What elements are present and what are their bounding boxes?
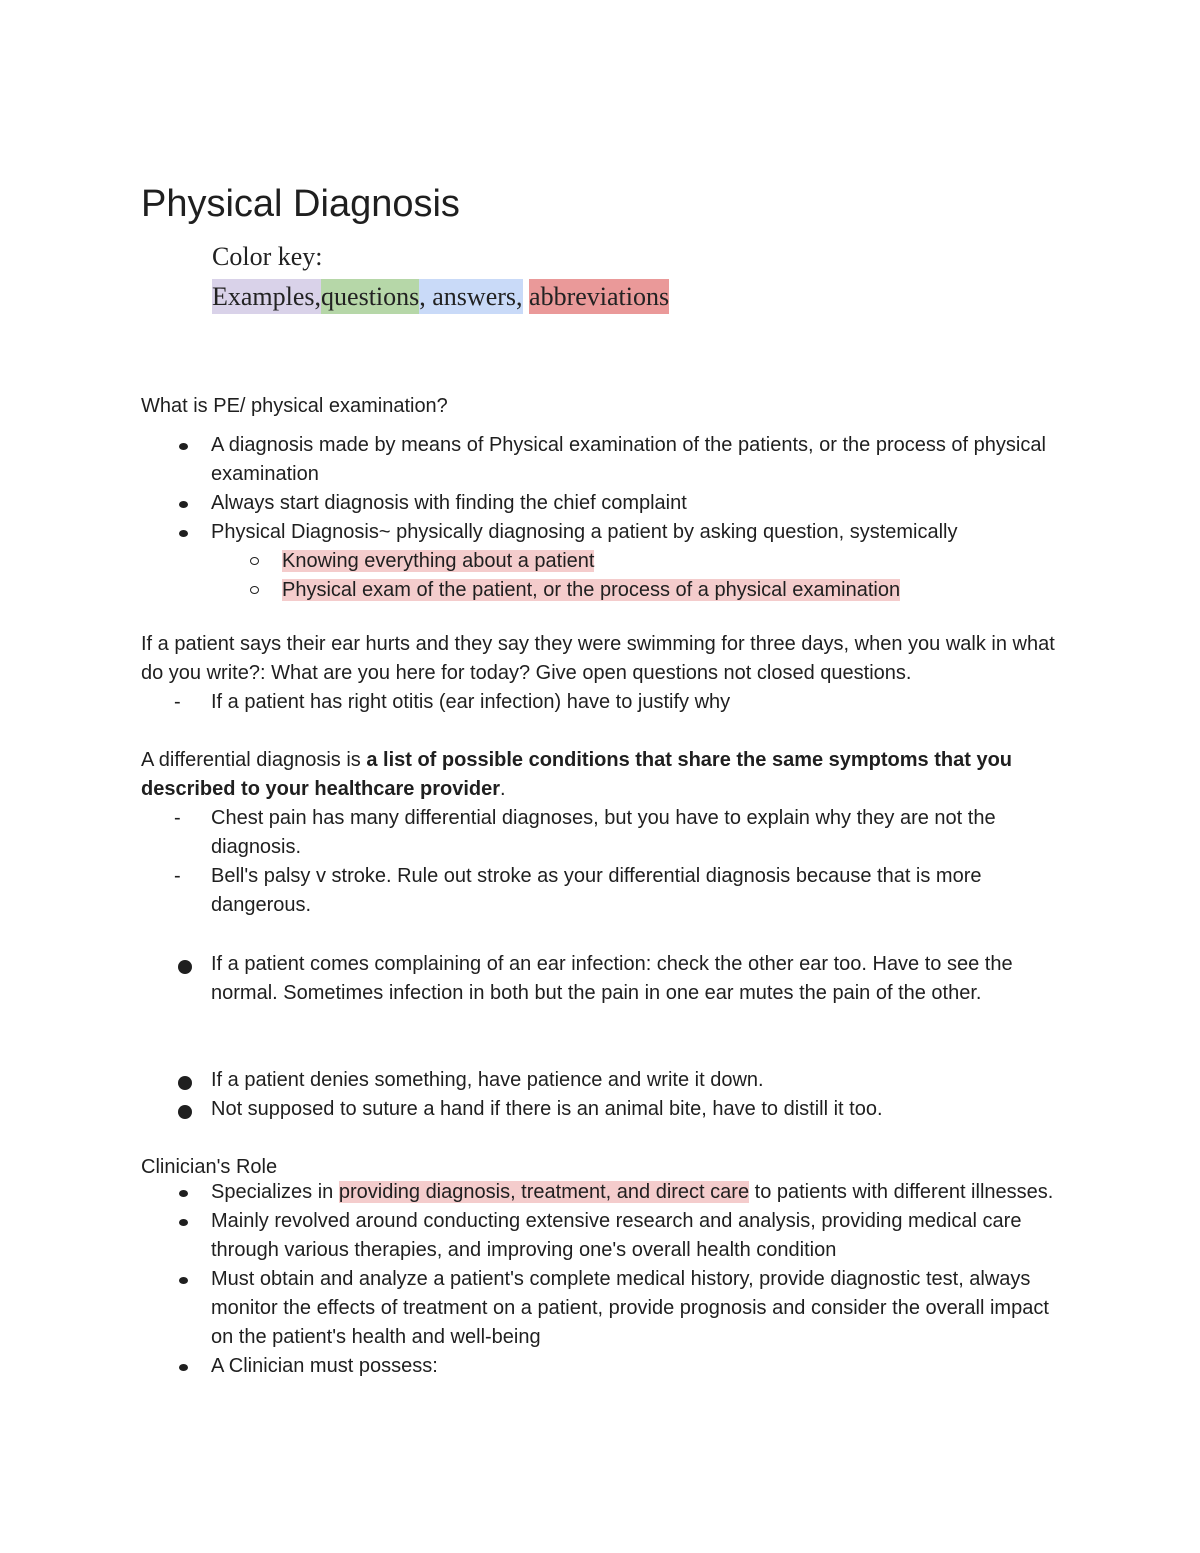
list-item: A Clinician must possess: [141, 1352, 1061, 1381]
color-key-label: Color key: [212, 242, 323, 271]
list-item: - Chest pain has many differential diagnoses, but you have to explain why they are not the diagnosis. [141, 804, 1061, 862]
list-item: If a patient comes complaining of an ear infection: check the other ear too. Have to see the normal. Sometimes infection in both but the pain in one ear mutes the pain of the other. [141, 950, 1061, 1008]
highlight-abbreviation: Physical exam of the patient, or the process of a physical examination [282, 579, 901, 601]
color-key-abbreviations: abbreviations [529, 279, 669, 314]
list-item: Must obtain and analyze a patient's complete medical history, provide diagnostic test, always monitor the effects of treatment on a patient, provide prognosis and consider the overall impact on the patient's health and well-being [141, 1265, 1061, 1352]
section-pe [141, 392, 1061, 605]
list-item: A diagnosis made by means of Physical examination of the patients, or the process of physical examination [141, 431, 1061, 489]
color-key-questions: questions [321, 279, 419, 314]
definition-bold: a list of possible conditions that share the same symptoms that you described to your healthcare provider [141, 749, 1013, 800]
section-differential [141, 746, 1061, 920]
page-title: Physical Diagnosis [141, 183, 460, 225]
list-item: - If a patient has right otitis (ear infection) have to justify why [141, 688, 1061, 717]
paragraph: If a patient says their ear hurts and they say they were swimming for three days, when you walk in what do you write?: What are you here for today? Give open questions not closed questions. [141, 633, 1055, 684]
list-item: Physical Diagnosis~ physically diagnosing a patient by asking question, systemically [141, 518, 1061, 547]
paragraph: A differential diagnosis is a list of possible conditions that share the same symptoms that you described to your healthcare provider. [141, 749, 1013, 800]
list-item: If a patient denies something, have patience and write it down. [141, 1066, 1061, 1095]
color-key-swatches [212, 279, 669, 315]
list-item: - Bell's palsy v stroke. Rule out stroke as your differential diagnosis because that is more dangerous. [141, 862, 1061, 920]
color-key [212, 240, 669, 315]
dash-list [141, 688, 1061, 717]
list-item: Not supposed to suture a hand if there is an animal bite, have to distill it too. [141, 1095, 1061, 1124]
bullet-list [141, 1066, 1061, 1124]
color-key-examples: Examples, [212, 279, 321, 314]
section-ear-infection [141, 950, 1061, 1008]
clinician-bullet-list [141, 1178, 1061, 1381]
list-item [141, 576, 1061, 605]
section-heading-pe: What is PE/ physical examination? [141, 395, 448, 417]
list-item [141, 547, 1061, 576]
list-item: Specializes in providing diagnosis, treatment, and direct care to patients with different illnesses. [141, 1178, 1061, 1207]
section-ear-example [141, 630, 1061, 717]
dash-list [141, 804, 1061, 920]
list-item: Always start diagnosis with finding the chief complaint [141, 489, 1061, 518]
section-heading-clinician: Clinician's Role [141, 1156, 278, 1178]
section-patient-notes [141, 1066, 1061, 1124]
color-key-answers: , answers, [419, 279, 522, 314]
highlight-abbreviation: Knowing everything about a patient [282, 550, 595, 572]
section-clinician-role [141, 1153, 1061, 1381]
pe-bullet-list [141, 431, 1061, 547]
highlight-abbreviation: providing diagnosis, treatment, and direct care [338, 1181, 750, 1203]
bullet-list [141, 950, 1061, 1008]
pe-sub-bullet-list [141, 547, 1061, 605]
list-item: Mainly revolved around conducting extensive research and analysis, providing medical care through various therapies, and improving one's overall health condition [141, 1207, 1061, 1265]
